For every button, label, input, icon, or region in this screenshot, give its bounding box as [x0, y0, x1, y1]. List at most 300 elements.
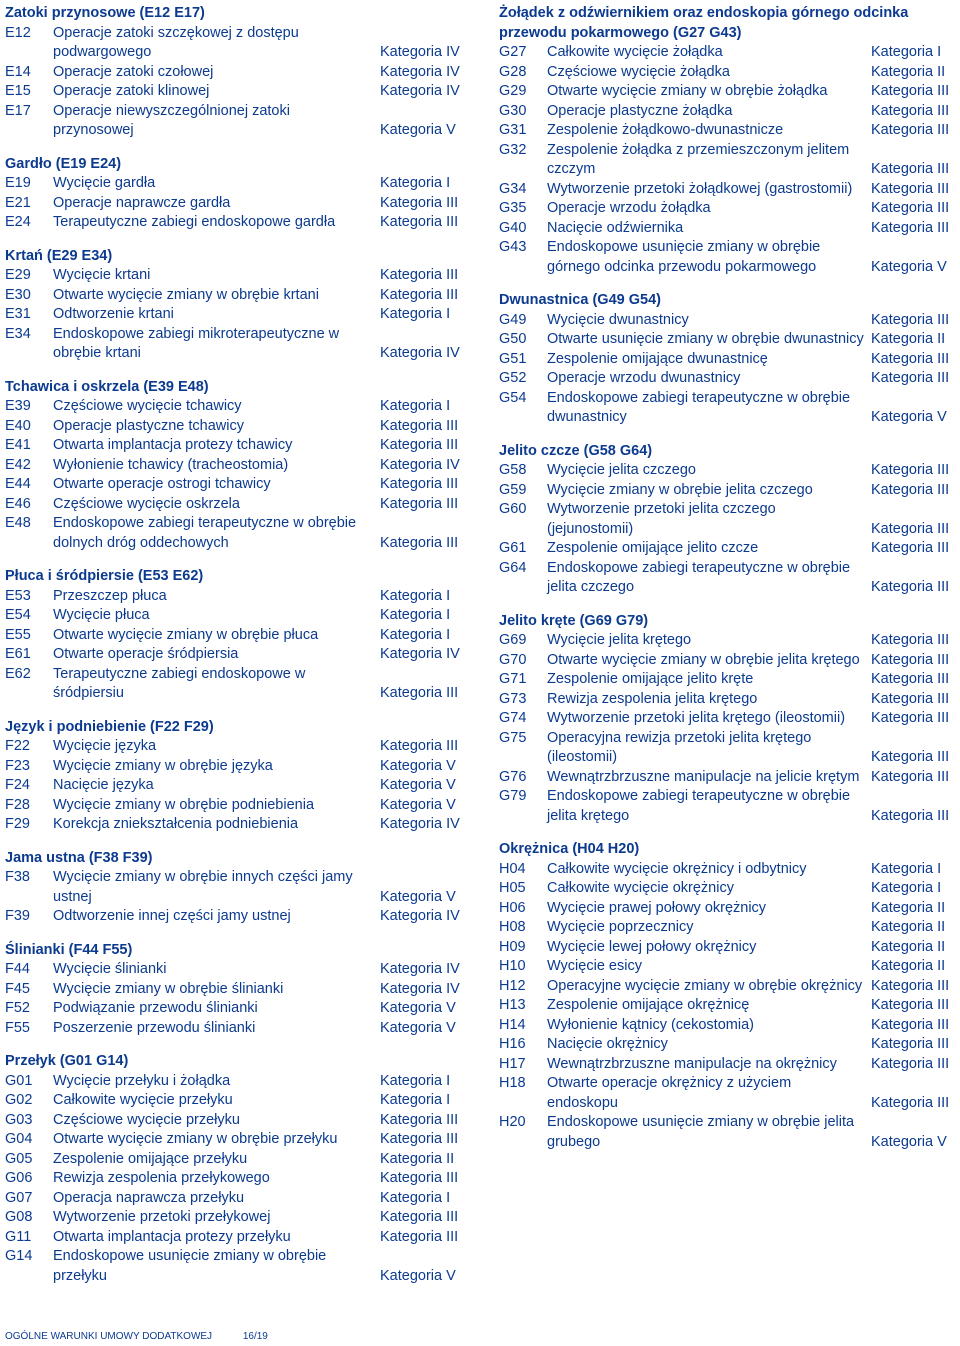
- procedure-code: E41: [5, 437, 31, 453]
- procedure-row: [5, 907, 470, 927]
- procedure-title: Operacyjne wycięcie zmiany w obrębie okrężnicy: [547, 977, 863, 994]
- procedure-code: G08: [5, 1209, 33, 1225]
- section-title: Ślinianki (F44 F55): [5, 941, 133, 958]
- category: Kategoria III: [380, 534, 459, 551]
- procedure-code: F28: [5, 796, 30, 813]
- category: Kategoria III: [380, 495, 459, 512]
- category: Kategoria IV: [380, 44, 460, 60]
- procedure-code: G27: [499, 44, 527, 60]
- category: Kategoria III: [380, 267, 459, 283]
- procedure-row: [499, 879, 957, 899]
- procedure-code: G40: [499, 219, 527, 236]
- procedure-title: Operacje plastyczne żołądka: [547, 102, 733, 119]
- procedure-code: F24: [5, 777, 30, 793]
- category: Kategoria III: [871, 749, 950, 765]
- procedure-code: F22: [5, 738, 30, 754]
- section-title: Język i podniebienie (F22 F29): [5, 718, 214, 735]
- procedure-row: [5, 436, 470, 456]
- procedure-code: E46: [5, 495, 31, 512]
- procedure-title: Wycięcie zmiany w obrębie ślinianki: [53, 980, 284, 997]
- category: Kategoria I: [380, 1072, 451, 1089]
- category: Kategoria V: [380, 777, 456, 793]
- procedure-row: [5, 174, 470, 194]
- category: Kategoria III: [380, 1170, 459, 1186]
- procedure-code: E42: [5, 456, 31, 473]
- procedure-code: G58: [499, 462, 527, 478]
- procedure-row: [499, 631, 957, 651]
- procedure-title: Wycięcie poprzecznicy: [547, 919, 694, 935]
- category: Kategoria V: [380, 796, 456, 813]
- category: Kategoria II: [871, 938, 946, 955]
- procedure-code: F39: [5, 908, 30, 924]
- procedure-title: Endoskopowe zabiegi terapeutyczne w obrębie dwunastnicy: [547, 389, 851, 425]
- procedure-title: Endoskopowe usunięcie zmiany w obrębie jelita grubego: [547, 1114, 855, 1150]
- procedure-row: [5, 102, 470, 141]
- procedure-code: F52: [5, 1000, 30, 1016]
- procedure-code: G34: [499, 180, 527, 197]
- procedure-row: [499, 787, 957, 826]
- procedure-title: Wyłonienie tchawicy (tracheostomia): [53, 456, 289, 473]
- procedure-row: [5, 63, 470, 83]
- category: Kategoria II: [380, 1150, 455, 1167]
- category: Kategoria III: [871, 370, 950, 386]
- procedure-title: Wycięcie jelita krętego: [547, 632, 692, 648]
- category: Kategoria III: [380, 476, 459, 492]
- category: Kategoria IV: [380, 646, 460, 662]
- procedure-row: [5, 1169, 470, 1189]
- procedure-title: Otwarte wycięcie zmiany w obrębie przełyku: [53, 1131, 338, 1147]
- category: Kategoria III: [871, 632, 950, 648]
- category: Kategoria III: [871, 180, 950, 197]
- category: Kategoria III: [871, 651, 950, 668]
- procedure-code: G32: [499, 141, 527, 158]
- procedure-row: [5, 737, 470, 757]
- procedure-row: [5, 475, 470, 495]
- procedure-title: Poszerzenie przewodu ślinianki: [53, 1019, 256, 1036]
- procedure-code: H09: [499, 938, 526, 955]
- procedure-row: [5, 1189, 470, 1209]
- procedure-title: Nacięcie języka: [53, 777, 154, 793]
- procedure-code: E53: [5, 587, 31, 604]
- procedure-title: Wycięcie zmiany w obrębie jelita czczego: [547, 481, 813, 498]
- procedure-code: E55: [5, 626, 31, 643]
- category: Kategoria V: [380, 1019, 456, 1036]
- procedure-row: [5, 397, 470, 417]
- procedure-title: Wycięcie gardła: [53, 175, 156, 191]
- procedure-row: [499, 102, 957, 122]
- procedure-title: Otwarte operacje ostrogi tchawicy: [53, 476, 271, 492]
- procedure-row: [5, 1150, 470, 1170]
- procedure-title: Otwarta implantacja protezy tchawicy: [53, 437, 293, 453]
- category: Kategoria III: [380, 1111, 459, 1128]
- procedure-row: [5, 796, 470, 816]
- procedure-row: [499, 219, 957, 239]
- section: [5, 247, 470, 364]
- category: Kategoria III: [871, 768, 950, 785]
- procedure-row: [5, 495, 470, 515]
- procedure-code: G74: [499, 710, 527, 726]
- procedure-title: Rewizja zespolenia przełykowego: [53, 1170, 270, 1186]
- procedure-row: [499, 1016, 957, 1036]
- procedure-title: Wycięcie jelita czczego: [547, 462, 696, 478]
- procedure-row: [499, 350, 957, 370]
- category: Kategoria III: [871, 350, 950, 367]
- procedure-row: [5, 999, 470, 1019]
- procedure-code: E34: [5, 325, 31, 342]
- procedure-row: [5, 305, 470, 325]
- procedure-title: Nacięcie odźwiernika: [547, 219, 684, 236]
- procedure-title: Otwarte wycięcie zmiany w obrębie płuca: [53, 626, 319, 643]
- procedure-code: G49: [499, 311, 527, 328]
- category: Kategoria I: [380, 175, 451, 191]
- procedure-code: G04: [5, 1131, 33, 1147]
- procedure-title: Operacje zatoki klinowej: [53, 83, 210, 99]
- procedure-code: F29: [5, 816, 30, 832]
- procedure-row: [5, 24, 470, 63]
- category: Kategoria III: [871, 122, 950, 138]
- category: Kategoria III: [871, 1016, 950, 1033]
- procedure-code: E15: [5, 83, 31, 99]
- category: Kategoria I: [871, 880, 942, 896]
- category: Kategoria III: [380, 1131, 459, 1147]
- procedure-code: H14: [499, 1016, 526, 1033]
- procedure-row: [5, 1130, 470, 1150]
- procedure-code: G11: [5, 1228, 32, 1245]
- procedure-code: G69: [499, 632, 527, 648]
- procedure-row: [5, 213, 470, 233]
- section: [5, 4, 470, 141]
- procedure-title: Wycięcie zmiany w obrębie języka: [53, 757, 273, 774]
- procedure-title: Zespolenie żołądkowo-dwunastnicze: [547, 122, 784, 138]
- procedure-title: Podwiązanie przewodu ślinianki: [53, 1000, 258, 1016]
- procedure-code: H17: [499, 1055, 526, 1072]
- category: Kategoria IV: [380, 908, 460, 924]
- category: Kategoria I: [871, 860, 942, 877]
- procedure-row: [499, 1113, 957, 1152]
- procedure-row: [5, 665, 470, 704]
- procedure-title: Otwarta implantacja protezy przełyku: [53, 1228, 291, 1245]
- category: Kategoria I: [380, 1189, 451, 1206]
- procedure-code: G71: [499, 671, 527, 687]
- procedure-title: Nacięcie okrężnicy: [547, 1036, 668, 1052]
- procedure-row: [499, 121, 957, 141]
- procedure-row: [5, 587, 470, 607]
- category: Kategoria III: [871, 690, 950, 707]
- procedure-title: Wycięcie lewej połowy okrężnicy: [547, 938, 757, 955]
- procedure-title: Przeszczep płuca: [53, 587, 167, 604]
- procedure-row: [5, 325, 470, 364]
- section-title: Jelito czcze (G58 G64): [499, 442, 653, 459]
- procedure-title: Wycięcie krtani: [53, 267, 151, 283]
- procedure-code: G43: [499, 239, 527, 255]
- procedure-title: Wytworzenie przetoki żołądkowej (gastrostomii): [547, 180, 853, 197]
- category: Kategoria IV: [380, 456, 460, 473]
- procedure-code: F45: [5, 980, 30, 997]
- procedure-code: H12: [499, 977, 526, 994]
- procedure-row: [499, 1035, 957, 1055]
- left-column: [5, 4, 470, 1300]
- procedure-title: Endoskopowe zabiegi terapeutyczne w obrębie jelita krętego: [547, 788, 851, 824]
- procedure-title: Częściowe wycięcie oskrzela: [53, 495, 240, 512]
- procedure-title: Odtworzenie krtani: [53, 306, 174, 322]
- procedure-title: Wycięcie prawej połowy okrężnicy: [547, 899, 767, 916]
- category: Kategoria I: [380, 587, 451, 604]
- procedure-title: Zespolenie omijające dwunastnicę: [547, 350, 768, 367]
- procedure-row: [5, 1247, 470, 1286]
- procedure-title: Całkowite wycięcie żołądka: [547, 44, 723, 60]
- procedure-code: G60: [499, 501, 527, 517]
- category: Kategoria V: [380, 757, 456, 774]
- section: [499, 612, 957, 827]
- procedure-row: [499, 938, 957, 958]
- procedure-code: G31: [499, 122, 527, 138]
- procedure-row: [499, 768, 957, 788]
- procedure-title: Częściowe wycięcie żołądka: [547, 63, 730, 80]
- category: Kategoria III: [871, 997, 950, 1013]
- procedure-code: G35: [499, 200, 527, 216]
- procedure-title: Wycięcie esicy: [547, 958, 642, 974]
- procedure-title: Częściowe wycięcie tchawicy: [53, 398, 242, 414]
- procedure-row: [5, 1019, 470, 1039]
- procedure-title: Otwarte wycięcie zmiany w obrębie jelita krętego: [547, 651, 860, 668]
- procedure-title: Wycięcie przełyku i żołądka: [53, 1072, 231, 1089]
- category: Kategoria III: [380, 286, 459, 303]
- procedure-title: Endoskopowe usunięcie zmiany w obrębie przełyku: [53, 1248, 327, 1284]
- procedure-row: [5, 626, 470, 646]
- procedure-code: G70: [499, 651, 527, 668]
- procedure-row: [499, 389, 957, 428]
- procedure-code: H10: [499, 958, 526, 974]
- category: Kategoria V: [871, 409, 947, 425]
- procedure-code: G01: [5, 1072, 33, 1089]
- procedure-code: F38: [5, 869, 30, 885]
- category: Kategoria V: [380, 888, 456, 905]
- procedure-title: Operacyjna rewizja przetoki jelita krętego (ileostomii): [547, 729, 812, 765]
- category: Kategoria III: [380, 1209, 459, 1225]
- category: Kategoria III: [871, 481, 950, 498]
- procedure-row: [499, 957, 957, 977]
- section-title: Tchawica i oskrzela (E39 E48): [5, 378, 209, 395]
- section: [5, 718, 470, 835]
- procedure-row: [5, 776, 470, 796]
- category: Kategoria III: [871, 520, 950, 537]
- category: Kategoria III: [871, 83, 950, 99]
- procedure-code: G29: [499, 83, 527, 99]
- procedure-row: [499, 996, 957, 1016]
- procedure-code: E39: [5, 398, 31, 414]
- procedure-title: Wycięcie ślinianki: [53, 961, 167, 977]
- procedure-row: [499, 899, 957, 919]
- category: Kategoria III: [871, 540, 950, 556]
- procedure-code: E61: [5, 646, 31, 662]
- category: Kategoria III: [871, 311, 950, 328]
- procedure-code: G61: [499, 540, 527, 556]
- procedure-row: [499, 141, 957, 180]
- procedure-title: Zespolenie omijające przełyku: [53, 1150, 248, 1167]
- procedure-code: E24: [5, 214, 31, 230]
- section: [5, 378, 470, 554]
- section-title: Jama ustna (F38 F39): [5, 849, 153, 866]
- procedure-title: Korekcja zniekształcenia podniebienia: [53, 816, 299, 832]
- section-title: Żołądek z odźwiernikiem oraz endoskopia górnego odcinka przewodu pokarmowego (G27 G43): [499, 5, 909, 41]
- procedure-title: Operacje wrzodu żołądka: [547, 200, 711, 216]
- category: Kategoria III: [380, 685, 459, 701]
- procedure-row: [499, 199, 957, 219]
- section: [499, 840, 957, 1152]
- procedure-code: G54: [499, 389, 527, 406]
- procedure-row: [5, 960, 470, 980]
- procedure-row: [5, 1228, 470, 1248]
- procedure-row: [499, 651, 957, 671]
- category: Kategoria III: [871, 200, 950, 216]
- right-column: [499, 4, 957, 1166]
- procedure-title: Wycięcie zmiany w obrębie podniebienia: [53, 796, 315, 813]
- category: Kategoria III: [871, 977, 950, 994]
- section-title: Gardło (E19 E24): [5, 155, 122, 172]
- category: Kategoria V: [380, 1000, 456, 1016]
- procedure-code: E21: [5, 194, 31, 211]
- section: [499, 291, 957, 428]
- procedure-row: [5, 645, 470, 665]
- category: Kategoria III: [871, 1094, 950, 1111]
- procedure-code: H18: [499, 1075, 526, 1091]
- procedure-code: E44: [5, 476, 31, 492]
- procedure-code: F44: [5, 961, 30, 977]
- category: Kategoria III: [380, 214, 459, 230]
- category: Kategoria I: [380, 626, 451, 643]
- procedure-row: [5, 757, 470, 777]
- procedure-row: [499, 180, 957, 200]
- procedure-row: [499, 330, 957, 350]
- procedure-row: [499, 311, 957, 331]
- procedure-row: [5, 1091, 470, 1111]
- procedure-code: G02: [5, 1092, 33, 1108]
- section-title: Dwunastnica (G49 G54): [499, 292, 661, 308]
- category: Kategoria III: [380, 437, 459, 453]
- procedure-row: [5, 815, 470, 835]
- procedure-title: Zespolenie omijające okrężnicę: [547, 997, 750, 1013]
- procedure-row: [499, 918, 957, 938]
- procedure-row: [499, 461, 957, 481]
- category: Kategoria III: [871, 1036, 950, 1052]
- procedure-title: Wytworzenie przetoki przełykowej: [53, 1209, 271, 1225]
- category: Kategoria III: [871, 161, 950, 177]
- category: Kategoria III: [380, 194, 459, 211]
- procedure-title: Wewnątrzbrzuszne manipulacje na okrężnicy: [547, 1055, 837, 1072]
- procedure-row: [5, 1072, 470, 1092]
- procedure-title: Wycięcie zmiany w obrębie innych części jamy ustnej: [53, 869, 353, 905]
- section-title: Przełyk (G01 G14): [5, 1053, 129, 1069]
- category: Kategoria II: [871, 63, 946, 80]
- procedure-code: H08: [499, 919, 526, 935]
- procedure-row: [499, 539, 957, 559]
- procedure-row: [499, 559, 957, 598]
- section-title: Zatoki przynosowe (E12 E17): [5, 5, 205, 21]
- section-title: Krtań (E29 E34): [5, 247, 113, 264]
- procedure-row: [5, 456, 470, 476]
- category: Kategoria III: [380, 738, 459, 754]
- category: Kategoria V: [871, 258, 947, 275]
- section-title: Okrężnica (H04 H20): [499, 841, 640, 857]
- procedure-code: E30: [5, 286, 31, 303]
- procedure-title: Otwarte wycięcie zmiany w obrębie krtani: [53, 286, 319, 303]
- procedure-row: [499, 238, 957, 277]
- procedure-title: Otwarte operacje okrężnicy z użyciem endoskopu: [547, 1075, 792, 1111]
- procedure-code: E31: [5, 306, 31, 322]
- procedure-code: G73: [499, 690, 527, 707]
- procedure-code: H13: [499, 997, 526, 1013]
- section: [499, 4, 957, 277]
- category: Kategoria IV: [380, 83, 460, 99]
- section: [5, 567, 470, 704]
- procedure-row: [499, 1055, 957, 1075]
- procedure-code: G06: [5, 1170, 33, 1186]
- category: Kategoria II: [871, 331, 946, 347]
- procedure-code: G30: [499, 102, 527, 119]
- category: Kategoria V: [871, 1133, 947, 1150]
- category: Kategoria IV: [380, 980, 460, 997]
- procedure-code: H05: [499, 880, 526, 896]
- procedure-row: [499, 481, 957, 501]
- procedure-row: [5, 82, 470, 102]
- procedure-title: Wytworzenie przetoki jelita czczego (jejunostomii): [547, 501, 776, 537]
- procedure-row: [5, 868, 470, 907]
- procedure-code: G51: [499, 350, 527, 367]
- category: Kategoria III: [380, 417, 459, 434]
- procedure-title: Wytworzenie przetoki jelita krętego (ileostomii): [547, 710, 846, 726]
- section: [5, 1052, 470, 1286]
- procedure-code: H04: [499, 860, 526, 877]
- procedure-row: [5, 1208, 470, 1228]
- procedure-row: [5, 417, 470, 437]
- procedure-row: [499, 670, 957, 690]
- procedure-code: G05: [5, 1150, 33, 1167]
- procedure-row: [5, 606, 470, 626]
- procedure-row: [5, 266, 470, 286]
- procedure-title: Operacje plastyczne tchawicy: [53, 417, 244, 434]
- procedure-row: [499, 729, 957, 768]
- procedure-title: Endoskopowe zabiegi terapeutyczne w obrębie dolnych dróg oddechowych: [53, 515, 357, 551]
- procedure-title: Wewnątrzbrzuszne manipulacje na jelicie krętym: [547, 768, 860, 785]
- procedure-title: Otwarte operacje śródpiersia: [53, 646, 239, 662]
- procedure-title: Operacje naprawcze gardła: [53, 194, 231, 211]
- category: Kategoria IV: [380, 961, 460, 977]
- category: Kategoria II: [871, 919, 946, 935]
- procedure-code: G07: [5, 1189, 33, 1206]
- procedure-title: Zespolenie omijające jelito kręte: [547, 671, 754, 687]
- category: Kategoria III: [871, 807, 950, 824]
- category: Kategoria III: [871, 219, 950, 236]
- procedure-title: Wyłonienie kątnicy (cekostomia): [547, 1016, 754, 1033]
- procedure-title: Odtworzenie innej części jamy ustnej: [53, 908, 291, 924]
- procedure-row: [499, 369, 957, 389]
- section: [5, 155, 470, 233]
- procedure-row: [499, 500, 957, 539]
- procedure-code: H20: [499, 1114, 526, 1130]
- procedure-title: Operacja naprawcza przełyku: [53, 1189, 245, 1206]
- procedure-title: Operacje zatoki czołowej: [53, 63, 214, 80]
- category: Kategoria V: [380, 122, 456, 138]
- procedure-code: F23: [5, 757, 30, 774]
- procedure-code: G76: [499, 768, 527, 785]
- procedure-title: Operacje zatoki szczękowej z dostępu podwargowego: [53, 24, 299, 60]
- procedure-title: Endoskopowe zabiegi mikroterapeutyczne w obrębie krtani: [53, 325, 340, 361]
- section: [5, 941, 470, 1039]
- procedure-row: [499, 43, 957, 63]
- procedure-title: Całkowite wycięcie okrężnicy: [547, 880, 734, 896]
- category: Kategoria III: [871, 671, 950, 687]
- category: Kategoria III: [871, 102, 950, 119]
